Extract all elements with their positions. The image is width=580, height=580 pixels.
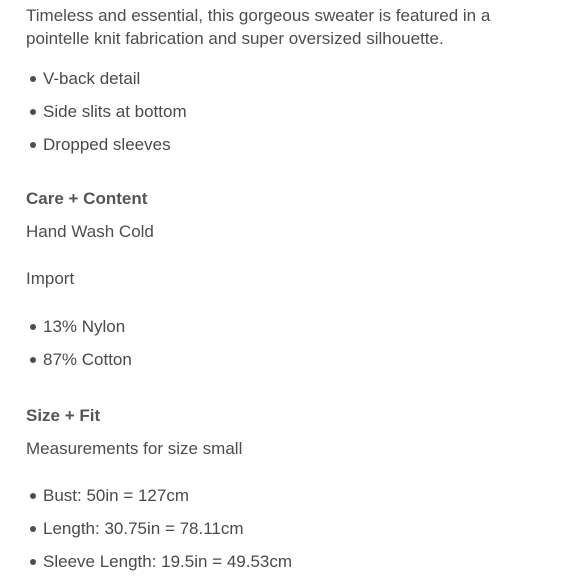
feature-list — [26, 62, 556, 161]
list-item — [26, 128, 556, 161]
bullet-icon — [30, 324, 36, 330]
bullet-icon — [30, 142, 36, 148]
list-item — [26, 310, 556, 343]
bullet-icon — [30, 493, 36, 499]
bullet-icon — [30, 76, 36, 82]
product-description: Timeless and essential, this gorgeous sweater is featured in a pointelle knit fabrication and super oversized silhouette. — [26, 6, 491, 48]
bullet-icon — [30, 526, 36, 532]
measurement-label: Sleeve Length: 19.5in = 49.53cm — [43, 552, 293, 571]
list-item — [26, 343, 556, 376]
measurements-list — [26, 479, 556, 578]
list-item — [26, 62, 556, 95]
feature-label: Dropped sleeves — [43, 135, 171, 154]
origin-text: Import — [26, 269, 75, 288]
care-content-heading: Care + Content — [26, 189, 148, 208]
size-fit-heading: Size + Fit — [26, 406, 101, 425]
list-item — [26, 95, 556, 128]
list-item — [26, 479, 556, 512]
list-item — [26, 545, 556, 578]
materials-list — [26, 310, 556, 376]
material-label: 13% Nylon — [43, 317, 126, 336]
care-instructions: Hand Wash Cold — [26, 222, 154, 241]
feature-label: V-back detail — [43, 69, 141, 88]
feature-label: Side slits at bottom — [43, 102, 187, 121]
bullet-icon — [30, 357, 36, 363]
measurement-label: Bust: 50in = 127cm — [43, 486, 190, 505]
size-note: Measurements for size small — [26, 439, 243, 458]
list-item — [26, 512, 556, 545]
bullet-icon — [30, 559, 36, 565]
bullet-icon — [30, 109, 36, 115]
material-label: 87% Cotton — [43, 350, 132, 369]
measurement-label: Length: 30.75in = 78.11cm — [43, 519, 244, 538]
product-details — [26, 4, 556, 578]
